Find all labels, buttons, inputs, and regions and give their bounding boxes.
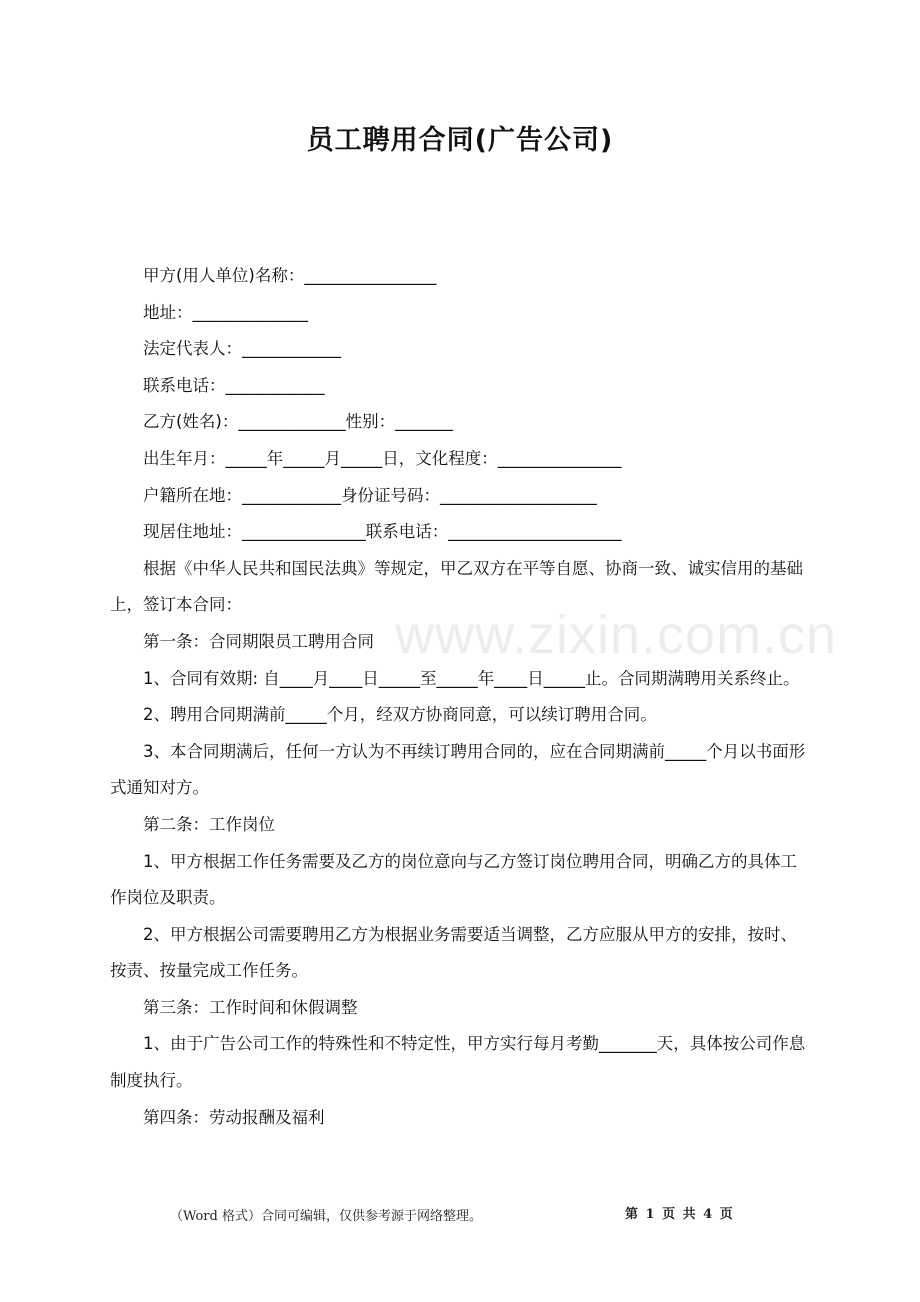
- section-heading: 第一条：合同期限员工聘用合同: [143, 631, 374, 651]
- section-heading: 第二条：工作岗位: [143, 814, 275, 834]
- section-heading: 第四条：劳动报酬及福利: [143, 1107, 325, 1127]
- document-body: [110, 258, 812, 1136]
- paragraph: 联系电话：____________: [143, 375, 325, 395]
- paragraph: 3、本合同期满后，任何一方认为不再续订聘用合同的，应在合同期满前_____个月以书面形式通知对方。: [110, 741, 806, 798]
- watermark: www.zixin.com.cn: [395, 605, 838, 665]
- paragraph: 2、甲方根据公司需要聘用乙方为根据业务需要适当调整，乙方应服从甲方的安排，按时、按责、按量完成工作任务。: [110, 924, 797, 981]
- paragraph: 户籍所在地：____________身份证号码：___________________: [143, 485, 597, 505]
- paragraph: 根据《中华人民共和国民法典》等规定，甲乙双方在平等自愿、协商一致、诚实信用的基础上，签订本合同：: [110, 558, 803, 615]
- paragraph: 法定代表人：____________: [143, 339, 341, 359]
- page-number: 第 1 页 共 4 页: [625, 1207, 733, 1222]
- paragraph: 乙方(姓名)：_____________性别：_______: [143, 412, 453, 432]
- paragraph: 1、甲方根据工作任务需要及乙方的岗位意向与乙方签订岗位聘用合同，明确乙方的具体工作岗位及职责。: [110, 851, 797, 908]
- paragraph: 1、合同有效期: 自____月____日_____至_____年____日_____止。合同期满聘用关系终止。: [143, 668, 800, 688]
- paragraph: 2、聘用合同期满前_____个月，经双方协商同意，可以续订聘用合同。: [143, 705, 657, 725]
- section-heading: 第三条：工作时间和休假调整: [143, 997, 358, 1017]
- paragraph: 1、由于广告公司工作的特殊性和不特定性，甲方实行每月考勤_______天，具体按公司作息制度执行。: [110, 1034, 806, 1091]
- document-title: 员工聘用合同(广告公司): [306, 125, 614, 156]
- footer-note: （Word 格式）合同可编辑，仅供参考源于网络整理。: [170, 1209, 482, 1224]
- paragraph: 现居住地址：_______________联系电话：_____________________: [143, 522, 622, 542]
- paragraph: 地址：______________: [143, 302, 308, 322]
- paragraph: 出生年月：_____年_____月_____日，文化程度：_______________: [143, 448, 622, 468]
- paragraph: 甲方(用人单位)名称：________________: [143, 266, 437, 285]
